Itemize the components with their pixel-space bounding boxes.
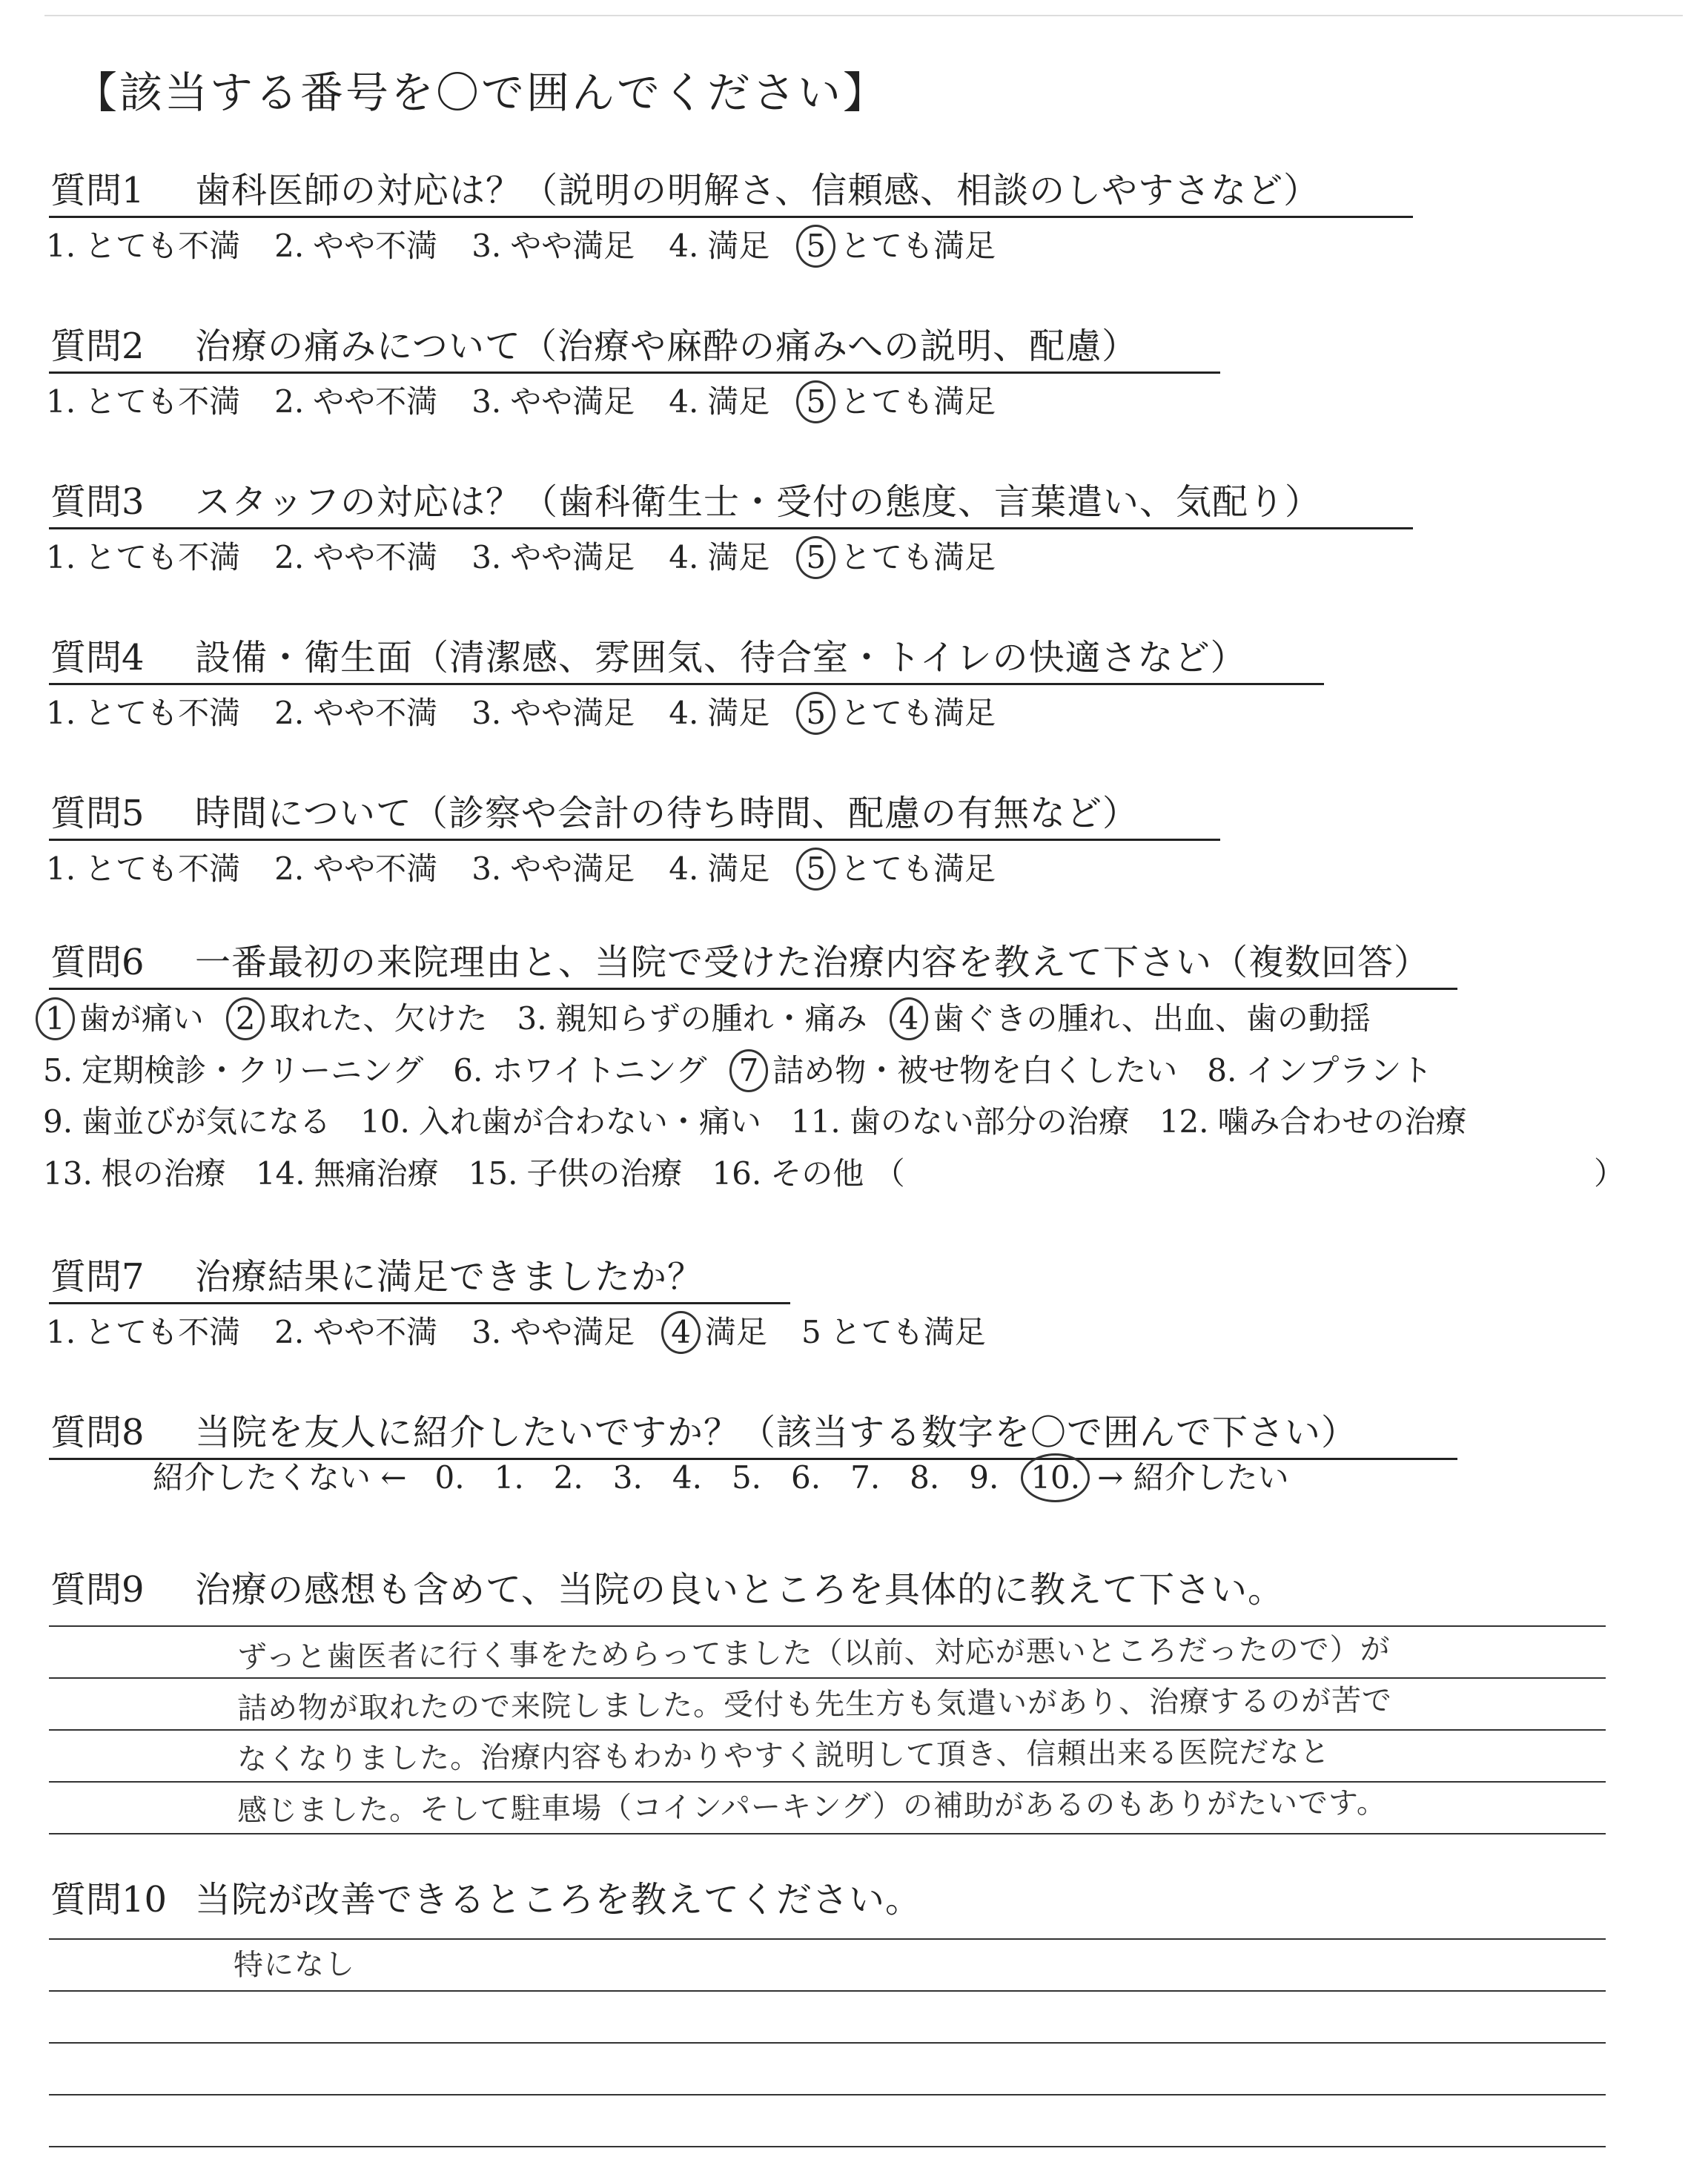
scale-left-label: 紹介したくない ← [153, 1459, 407, 1496]
circled-answer: 5 [796, 225, 835, 268]
rating-option[interactable] [804, 848, 996, 891]
option-label: やや不満 [313, 1314, 438, 1350]
multi-choice-row [43, 1153, 935, 1195]
option-number: 12. [1159, 1103, 1209, 1140]
option-number: 3. [471, 228, 502, 264]
question-underline [49, 683, 1324, 685]
rating-option[interactable] [801, 1312, 986, 1353]
option-label: やや満足 [510, 695, 635, 731]
answer-line [49, 2042, 1606, 2044]
question-heading [50, 1409, 1357, 1456]
rating-option[interactable] [669, 381, 769, 423]
option-label: とても不満 [85, 228, 241, 264]
question-number: 質問8 [50, 1412, 145, 1453]
question-text: 時間について（診察や会計の待ち時間、配慮の有無など） [195, 793, 1139, 834]
option-number: 10. [360, 1103, 410, 1140]
circled-answer: 4 [661, 1311, 701, 1354]
answer-line [49, 2146, 1606, 2147]
question-number: 質問10 [50, 1879, 168, 1920]
rating-option[interactable] [804, 692, 996, 735]
option-label: とても不満 [85, 851, 241, 887]
question-text: 治療結果に満足できましたか？ [195, 1256, 704, 1298]
option-number: 3. [471, 695, 502, 731]
option-label: とても不満 [85, 539, 241, 575]
rating-option[interactable] [274, 225, 437, 267]
question-text: 設備・衛生面（清潔感、雰囲気、待合室・トイレの快適さなど） [195, 637, 1247, 678]
option-label: とても満足 [840, 228, 996, 264]
handwritten-answer: 詰め物が取れたので来院しました。受付も先生方も気遣いがあり、治療するのが苦で [236, 1683, 1393, 1726]
option-number: 5 [801, 1314, 821, 1350]
option-label: 子供の治療 [526, 1155, 683, 1192]
rating-option[interactable] [471, 537, 635, 578]
circled-answer: 1 [36, 997, 75, 1040]
option-label: インプラント [1245, 1052, 1433, 1089]
multi-choice-option[interactable] [517, 998, 867, 1040]
question-heading [50, 167, 1320, 214]
rating-option[interactable] [669, 693, 769, 734]
question-text: スタッフの対応は？（歯科衛生士・受付の態度、言葉遣い、気配り） [195, 481, 1322, 523]
question-heading [50, 478, 1321, 526]
scale-number[interactable]: 1. [494, 1459, 524, 1496]
rating-option[interactable] [274, 537, 437, 578]
rating-option[interactable] [471, 848, 635, 890]
option-label: やや満足 [510, 539, 635, 575]
rating-option[interactable] [471, 225, 635, 267]
option-label: やや満足 [510, 228, 635, 264]
option-number: 1. [46, 228, 76, 264]
option-number: 9. [43, 1103, 73, 1140]
option-number: 4. [669, 695, 699, 731]
option-label: やや不満 [313, 383, 438, 420]
option-label: とても不満 [85, 1314, 241, 1350]
option-number: 2. [274, 1314, 305, 1350]
rating-option[interactable] [471, 1312, 635, 1353]
question-number: 質問2 [50, 326, 145, 367]
option-label: やや不満 [313, 228, 438, 264]
option-label: とても満足 [830, 1314, 986, 1350]
option-label: とても満足 [840, 851, 996, 887]
question-number: 質問5 [50, 793, 145, 834]
multi-choice-option[interactable] [1159, 1101, 1467, 1143]
option-number: 13. [43, 1155, 93, 1192]
option-number: 1. [46, 695, 76, 731]
question-text: 当院が改善できるところを教えてください。 [195, 1879, 922, 1920]
circled-answer: 5 [796, 380, 835, 423]
option-number: 8. [1207, 1052, 1237, 1089]
question-heading [50, 1566, 1284, 1614]
question-underline [49, 839, 1220, 841]
multi-choice-option[interactable] [256, 1153, 439, 1195]
option-label: とても満足 [840, 383, 996, 420]
scale-number[interactable]: 7. [850, 1459, 881, 1496]
question-heading [50, 1876, 921, 1923]
scan-edge-line [44, 15, 1683, 16]
rating-option[interactable] [669, 537, 769, 578]
multi-choice-option[interactable] [791, 1101, 1130, 1143]
answer-line [49, 1990, 1606, 1992]
question-text: 一番最初の来院理由と、当院で受けた治療内容を教えて下さい（複数回答） [195, 942, 1431, 983]
option-label: 親知らずの腫れ・痛み [555, 1000, 867, 1037]
rating-option[interactable] [274, 381, 437, 423]
rating-option[interactable] [669, 1311, 767, 1354]
multi-choice-option[interactable] [897, 997, 1371, 1040]
rating-option[interactable] [46, 225, 240, 267]
page-title: 【該当する番号を〇で囲んでください】 [74, 67, 889, 118]
option-label: 詰め物・被せ物を白くしたい [772, 1052, 1178, 1089]
question-underline [49, 216, 1413, 218]
scale-number[interactable]: 0. [434, 1459, 465, 1496]
multi-choice-option[interactable] [712, 1153, 904, 1195]
option-number: 4. [669, 539, 699, 575]
option-number: 1. [46, 1314, 76, 1350]
scale-number[interactable]: 6. [791, 1459, 821, 1496]
circled-answer: 4 [890, 997, 929, 1040]
option-label: 満足 [707, 695, 770, 731]
circled-answer: 5 [796, 848, 835, 891]
option-label: とても不満 [85, 383, 241, 420]
question-number: 質問9 [50, 1569, 145, 1611]
option-number: 3. [471, 383, 502, 420]
rating-option[interactable] [46, 1312, 240, 1353]
question-heading [50, 790, 1139, 837]
multi-choice-option[interactable] [43, 997, 204, 1040]
option-label: 取れた、欠けた [269, 1000, 488, 1037]
rating-options [46, 380, 1030, 423]
question-text: 治療の痛みについて（治療や麻酔の痛みへの説明、配慮） [195, 326, 1139, 367]
multi-choice-option[interactable] [43, 1153, 226, 1195]
option-number: 4. [669, 228, 699, 264]
rating-option[interactable] [669, 848, 769, 890]
scale-number[interactable]: 2. [553, 1459, 583, 1496]
rating-option[interactable] [804, 536, 996, 579]
rating-option[interactable] [471, 693, 635, 734]
option-label: とても満足 [840, 539, 996, 575]
option-label: 満足 [705, 1314, 768, 1350]
question-underline [49, 988, 1457, 990]
rating-option[interactable] [471, 381, 635, 423]
multi-choice-row [43, 997, 1400, 1040]
rating-options [46, 692, 1030, 735]
question-heading [50, 1253, 704, 1301]
multi-choice-row [43, 1049, 1462, 1092]
option-label: 満足 [707, 851, 770, 887]
option-number: 1. [46, 851, 76, 887]
option-number: 15. [468, 1155, 518, 1192]
question-number: 質問3 [50, 481, 145, 523]
option-number: 2. [274, 228, 305, 264]
option-label: やや不満 [313, 695, 438, 731]
rating-options [46, 536, 1030, 579]
circled-answer: 5 [796, 536, 835, 579]
scale-number[interactable]: 3. [612, 1459, 643, 1496]
rating-options [46, 848, 1030, 891]
circled-answer: 2 [226, 997, 265, 1040]
handwritten-answer: 感じました。そして駐車場（コインパーキング）の補助があるのもありがたいです。 [236, 1786, 1387, 1829]
rating-option[interactable] [46, 381, 240, 423]
rating-options [46, 225, 1030, 268]
circled-answer[interactable]: 10. [1021, 1453, 1090, 1502]
answer-line [49, 1833, 1606, 1834]
option-number: 14. [255, 1155, 305, 1192]
option-label: 定期検診・クリーニング [82, 1052, 424, 1089]
option-label: 満足 [707, 383, 770, 420]
scale-number[interactable]: 4. [672, 1459, 702, 1496]
question-heading [50, 939, 1430, 986]
rating-option[interactable] [804, 225, 996, 268]
option-label: 根の治療 [101, 1155, 226, 1192]
option-label: 歯が痛い [79, 1000, 204, 1037]
rating-option[interactable] [46, 537, 240, 578]
multi-choice-option[interactable] [360, 1101, 761, 1143]
answer-line [49, 2094, 1606, 2095]
option-label: やや満足 [510, 851, 635, 887]
rating-options [46, 1311, 1020, 1354]
rating-option[interactable] [804, 380, 996, 423]
option-label: 歯並びが気になる [82, 1103, 331, 1140]
handwritten-answer: ずっと歯医者に行く事をためらってました（以前、対応が悪いところだったので）が [236, 1632, 1391, 1675]
option-label: やや満足 [510, 383, 635, 420]
recommend-scale [153, 1453, 1302, 1502]
rating-option[interactable] [669, 225, 769, 267]
option-label: とても不満 [85, 695, 241, 731]
rating-option[interactable] [274, 1312, 437, 1353]
handwritten-answer: 特になし [233, 1947, 356, 1983]
option-label: やや不満 [313, 539, 438, 575]
option-label: やや満足 [510, 1314, 635, 1350]
circled-answer: 7 [729, 1049, 769, 1092]
question-heading [50, 323, 1138, 370]
question-number: 質問1 [50, 170, 145, 211]
option-number: 2. [274, 851, 305, 887]
question-underline [49, 371, 1220, 374]
question-text: 治療の感想も含めて、当院の良いところを具体的に教えて下さい。 [195, 1569, 1285, 1611]
option-number: 3. [471, 1314, 502, 1350]
rating-option[interactable] [274, 693, 437, 734]
question-number: 質問4 [50, 637, 145, 678]
question-heading [50, 634, 1247, 681]
multi-choice-option[interactable] [43, 1050, 423, 1091]
multi-choice-option[interactable] [737, 1049, 1178, 1092]
option-number: 2. [274, 695, 305, 731]
option-label: その他 （ [770, 1155, 905, 1192]
option-number: 11. [790, 1103, 841, 1140]
option-number: 3. [471, 539, 502, 575]
other-close-paren: ） [1594, 1155, 1626, 1192]
question-number: 質問7 [50, 1256, 145, 1298]
option-label: とても満足 [840, 695, 996, 731]
circled-answer: 5 [796, 692, 835, 735]
option-label: ホワイトニング [491, 1052, 707, 1089]
answer-line [49, 1938, 1606, 1940]
multi-choice-row [43, 1101, 1497, 1143]
option-label: 歯ぐきの腫れ、出血、歯の動揺 [933, 1000, 1371, 1037]
option-label: 噛み合わせの治療 [1217, 1103, 1467, 1140]
question-number: 質問6 [50, 942, 145, 983]
option-label: やや不満 [313, 851, 438, 887]
multi-choice-option[interactable] [234, 997, 488, 1040]
answer-line [49, 1729, 1606, 1731]
multi-choice-option[interactable] [469, 1153, 683, 1195]
option-label: 歯のない部分の治療 [849, 1103, 1130, 1140]
option-number: 4. [669, 851, 699, 887]
scale-number[interactable]: 8. [910, 1459, 940, 1496]
option-number: 3. [517, 1000, 547, 1037]
option-label: 入れ歯が合わない・痛い [418, 1103, 761, 1140]
option-number: 16. [712, 1155, 762, 1192]
question-text: 当院を友人に紹介したいですか？（該当する数字を〇で囲んで下さい） [195, 1412, 1358, 1453]
question-underline [49, 527, 1413, 529]
option-label: 無痛治療 [314, 1155, 439, 1192]
question-underline [49, 1302, 790, 1304]
rating-option[interactable] [46, 693, 240, 734]
option-number: 3. [471, 851, 502, 887]
scale-number[interactable]: 9. [969, 1459, 999, 1496]
option-number: 6. [453, 1052, 483, 1089]
multi-choice-option[interactable] [453, 1050, 706, 1091]
multi-choice-option[interactable] [1207, 1050, 1432, 1091]
scale-right-label: → 紹介したい [1097, 1459, 1289, 1496]
option-number: 2. [274, 383, 305, 420]
option-number: 1. [46, 383, 76, 420]
option-number: 5. [43, 1052, 73, 1089]
option-number: 1. [46, 539, 76, 575]
scale-number[interactable]: 5. [731, 1459, 762, 1496]
question-text: 歯科医師の対応は？（説明の明解さ、信頼感、相談のしやすさなど） [195, 170, 1320, 211]
rating-option[interactable] [46, 848, 240, 890]
handwritten-answer: なくなりました。治療内容もわかりやすく説明して頂き、信頼出来る医院だなと [236, 1734, 1331, 1777]
option-label: 満足 [707, 539, 770, 575]
option-number: 4. [669, 383, 699, 420]
option-label: 満足 [707, 228, 770, 264]
rating-option[interactable] [274, 848, 437, 890]
multi-choice-option[interactable] [43, 1101, 331, 1143]
option-number: 2. [274, 539, 305, 575]
